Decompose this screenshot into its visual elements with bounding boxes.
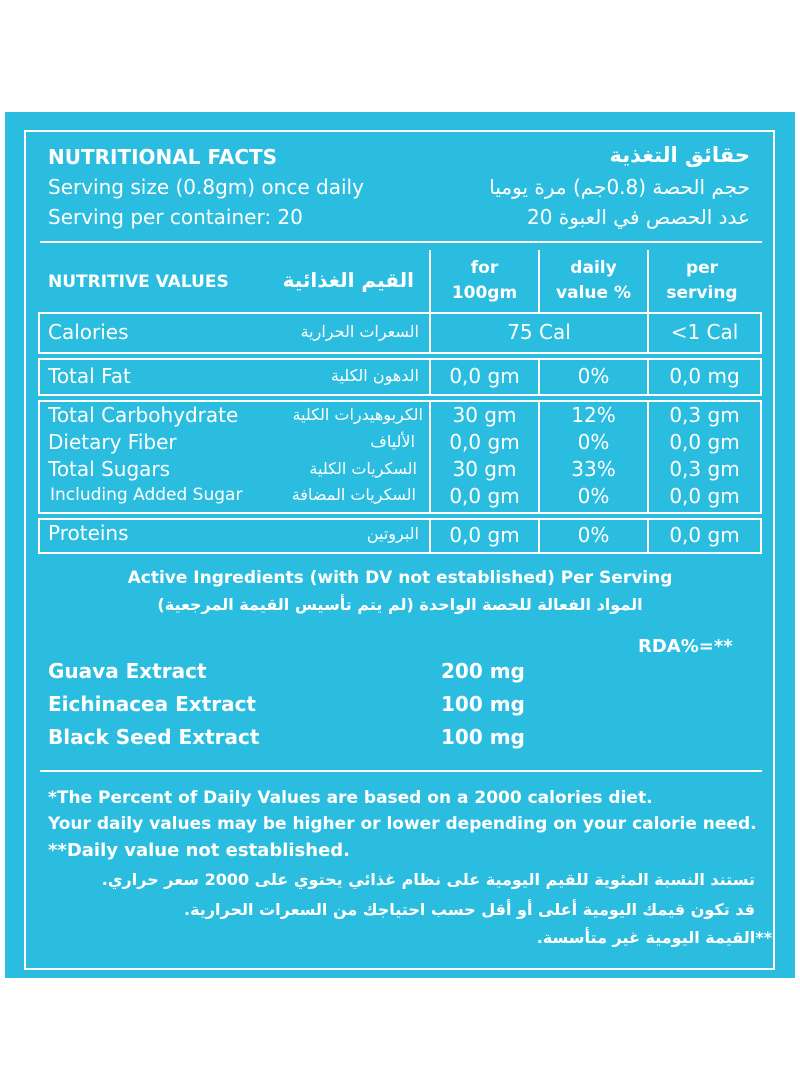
col-100g-line2: 100gm [451,283,518,303]
col-serving-line2: serving [666,283,738,303]
title-ar: حقائق التغذية [609,143,750,167]
ingredient-1-amount: 200 mg [441,659,525,683]
calories-ar: السعرات الحرارية [300,322,419,341]
total-fat-per-100g: 0,0 gm [449,364,520,388]
total-fat-en: Total Fat [48,364,131,388]
carb-row-2-ar: الألياف [370,432,415,451]
ingredient-3-name: Black Seed Extract [48,725,260,749]
carb-row-3-ar: السكريات الكلية [309,459,417,478]
rda-label: RDA%=** [638,636,733,657]
ingredient-2-name: Eichinacea Extract [48,692,256,716]
ingredient-2-amount: 100 mg [441,692,525,716]
carb-row-3-per-serving: 0,3 gm [669,457,740,481]
serving-size-ar: حجم الحصة (0.8جم) مرة يوميا [489,175,750,199]
serving-per-container-ar: عدد الحصص في العبوة 20 [526,205,750,229]
proteins-ar: البروتين [366,524,419,543]
serving-per-container-en: Serving per container: 20 [48,205,303,229]
proteins-en: Proteins [48,521,129,545]
calories-per-serving: <1 Cal [670,320,739,344]
active-title-ar: المواد الفعالة للحصة الواحدة (لم يتم تأسيس القيمة المرجعية) [157,595,643,614]
col-serving-line1: per [685,258,719,278]
carb-row-1-per-100g: 30 gm [452,403,517,427]
carb-row-4-dv: 0% [577,484,610,508]
proteins-per-100g: 0,0 gm [449,523,520,547]
footnote-3-en: **Daily value not established. [48,840,351,861]
title-en: NUTRITIONAL FACTS [48,145,278,169]
carb-row-1-ar: الكربوهيدرات الكلية [292,405,423,424]
col-dv-line1: daily [570,258,617,278]
calories-en: Calories [48,320,129,344]
col-dv-line2: value % [556,283,631,303]
carb-row-3-en: Total Sugars [48,457,171,481]
active-title-en: Active Ingredients (with DV not established) Per Serving [127,568,673,588]
proteins-dv: 0% [577,523,610,547]
footnote-1-en: *The Percent of Daily Values are based on a 2000 calories diet. [48,788,653,808]
nutritive-values-en: NUTRITIVE VALUES [48,272,229,292]
footnote-2-ar: قد تكون قيمك اليومية أعلى أو أقل حسب احتياجك من السعرات الحرارية. [184,900,755,919]
proteins-per-serving: 0,0 gm [669,523,740,547]
carb-row-4-ar: السكريات المضافة [291,485,416,504]
serving-size-en: Serving size (0.8gm) once daily [48,175,364,199]
carb-row-1-per-serving: 0,3 gm [669,403,740,427]
carb-row-2-en: Dietary Fiber [48,430,177,454]
footnote-3-ar: **القيمة اليومية غير متأسسة. [536,928,772,947]
nutritive-values-ar: القيم الغذائية [282,268,414,292]
carb-row-3-dv: 33% [571,457,616,481]
carb-row-1-en: Total Carbohydrate [48,403,239,427]
total-fat-dv: 0% [577,364,610,388]
carb-row-4-per-serving: 0,0 gm [669,484,740,508]
carb-row-3-per-100g: 30 gm [452,457,517,481]
col-100g-line1: for [470,258,499,278]
carb-row-1-dv: 12% [571,403,616,427]
total-fat-per-serving: 0,0 mg [669,364,740,388]
carb-row-2-per-serving: 0,0 gm [669,430,740,454]
carb-row-2-per-100g: 0,0 gm [449,430,520,454]
footer-divider [40,770,762,772]
footnote-2-en: Your daily values may be higher or lower depending on your calorie need. [48,814,757,834]
calories-per-100g: 75 Cal [507,320,571,344]
ingredient-1-name: Guava Extract [48,659,207,683]
ingredient-3-amount: 100 mg [441,725,525,749]
carb-row-4-en: Including Added Sugar [50,485,243,505]
carb-row-4-per-100g: 0,0 gm [449,484,520,508]
total-fat-ar: الدهون الكلية [330,366,419,385]
header-divider [40,241,762,243]
carb-row-2-dv: 0% [577,430,610,454]
footnote-1-ar: تستند النسبة المئوية للقيم اليومية على نظام غذائي يحتوي على 2000 سعر حراري. [101,870,755,889]
